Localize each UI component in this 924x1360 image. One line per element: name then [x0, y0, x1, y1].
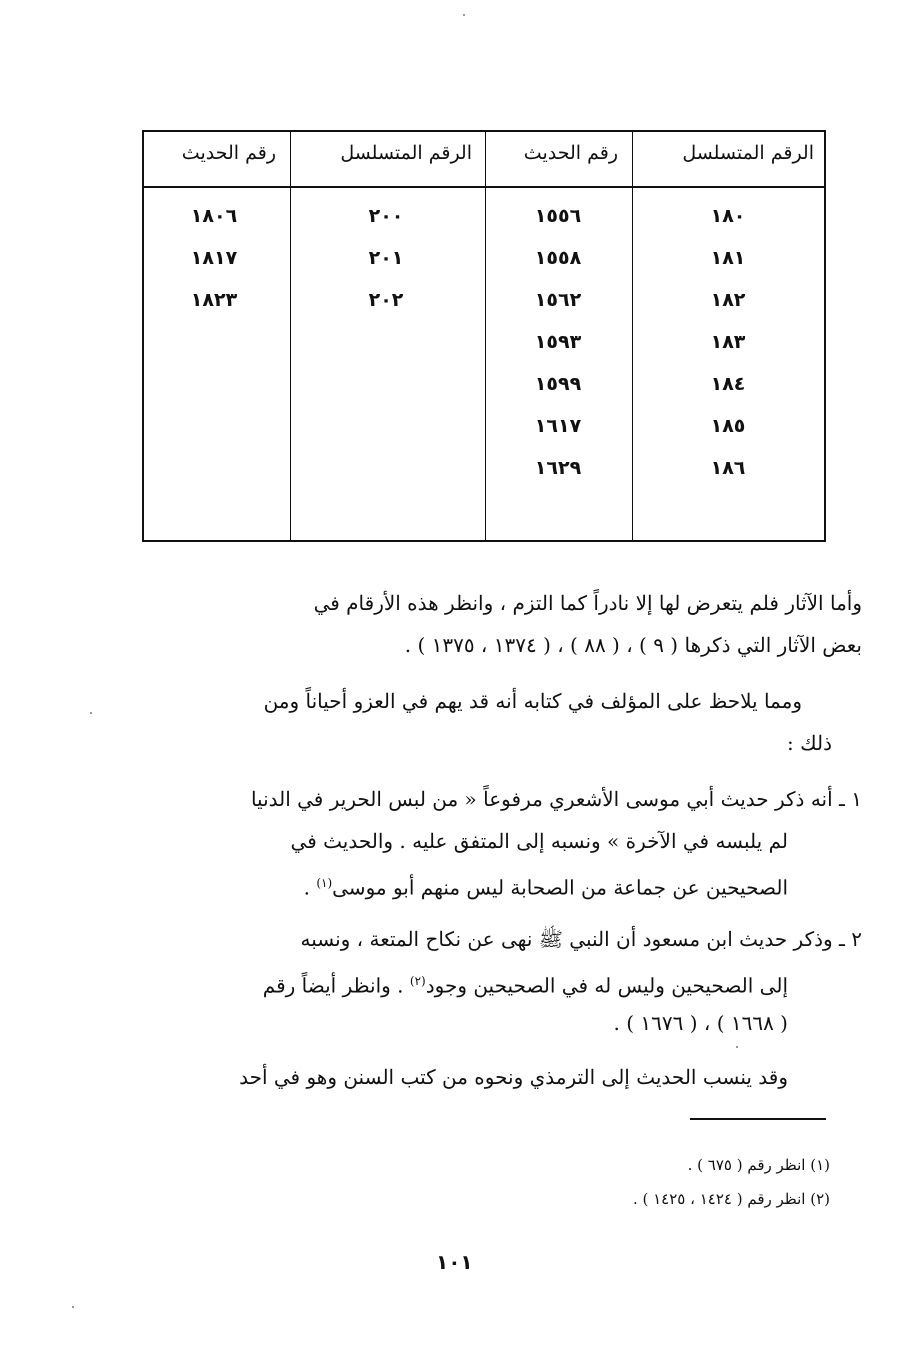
table-cell: ١٨٥ [710, 415, 746, 437]
table-cell: ١٨٣ [710, 331, 746, 353]
text-line: ومما يلاحظ على المؤلف في كتابه أنه قد يهم في العزو أحياناً ومن [263, 689, 802, 713]
text-span: الصحيحين عن جماعة من الصحابة ليس منهم أبو موسى [332, 875, 788, 900]
footnote-2: (٢) انظر رقم ( ١٤٢٤ ، ١٤٢٥ ) . [632, 1190, 830, 1208]
footnote-ref-1: (١) [316, 876, 333, 890]
table-cell: ١٨٦ [710, 457, 746, 479]
table-cell: ١٦١٧ [534, 415, 582, 437]
text-line: ( ١٦٦٨ ) ، ( ١٦٧٦ ) . [613, 1011, 788, 1035]
footnote-ref-2: (٢) [409, 974, 426, 988]
table-cell: ١٥٥٨ [534, 247, 582, 269]
table-cell: ١٨٢٣ [190, 289, 238, 311]
serial-column-1 [658, 202, 798, 496]
table-cell: ١٨٢ [710, 289, 746, 311]
header-hadith-1: رقم الحديث [523, 142, 618, 164]
table-cell: ١٥٩٣ [534, 331, 582, 353]
header-serial-2: الرقم المتسلسل [340, 142, 472, 164]
table-cell: ١٨١٧ [190, 247, 238, 269]
text-line [263, 960, 788, 1007]
index-table [142, 130, 826, 542]
scan-speck [463, 14, 465, 16]
page-number: ١٠١ [436, 1250, 473, 1274]
table-cell: ١٨٠ [710, 205, 746, 227]
text-line: وقد ينسب الحديث إلى الترمذي ونحوه من كتب السنن وهو في أحد [239, 1065, 788, 1089]
text-line [304, 862, 788, 909]
header-hadith-2: رقم الحديث [181, 142, 276, 164]
text-span: . [303, 875, 310, 900]
text-line: ذلك : [787, 731, 832, 755]
list-item-1: ١ ـ أنه ذكر حديث أبي موسى الأشعري مرفوعاً « من لبس الحرير في الدنيا [250, 787, 862, 811]
column-divider [632, 132, 633, 540]
hadith-column-2 [144, 202, 284, 328]
table-cell: ٢٠٢ [368, 289, 404, 311]
table-cell: ١٥٩٩ [534, 373, 582, 395]
column-divider [485, 132, 486, 540]
table-cell: ١٦٢٩ [534, 457, 582, 479]
text-span: . وانظر أيضاً رقم [262, 973, 404, 998]
text-span: إلى الصحيحين وليس له في الصحيحين وجود [425, 973, 788, 998]
table-cell: ١٥٥٦ [534, 205, 582, 227]
table-cell: ٢٠٠ [368, 205, 404, 227]
table-cell: ١٥٦٢ [534, 289, 582, 311]
table-cell: ٢٠١ [368, 247, 404, 269]
table-cell: ١٨١ [710, 247, 746, 269]
column-divider [290, 132, 291, 540]
header-serial-1: الرقم المتسلسل [682, 142, 814, 164]
scan-speck [72, 1306, 74, 1308]
footnote-1: (١) انظر رقم ( ٦٧٥ ) . [687, 1156, 830, 1174]
serial-column-2 [316, 202, 456, 328]
text-line: بعض الآثار التي ذكرها ( ٩ ) ، ( ٨٨ ) ، ( ١٣٧٤ ، ١٣٧٥ ) . [404, 633, 862, 657]
footnote-separator [690, 1118, 826, 1120]
text-line: لم يلبسه في الآخرة » ونسبه إلى المتفق عليه . والحديث في [290, 829, 788, 853]
scan-speck [90, 712, 92, 714]
scan-speck [736, 1046, 738, 1048]
table-cell: ١٨٠٦ [190, 205, 238, 227]
hadith-column-1 [488, 202, 628, 496]
table-cell: ١٨٤ [710, 373, 746, 395]
text-line: وأما الآثار فلم يتعرض لها إلا نادراً كما التزم ، وانظر هذه الأرقام في [313, 591, 862, 615]
list-item-2: ٢ ـ وذكر حديث ابن مسعود أن النبي ﷺ نهى عن نكاح المتعة ، ونسبه [300, 927, 862, 951]
